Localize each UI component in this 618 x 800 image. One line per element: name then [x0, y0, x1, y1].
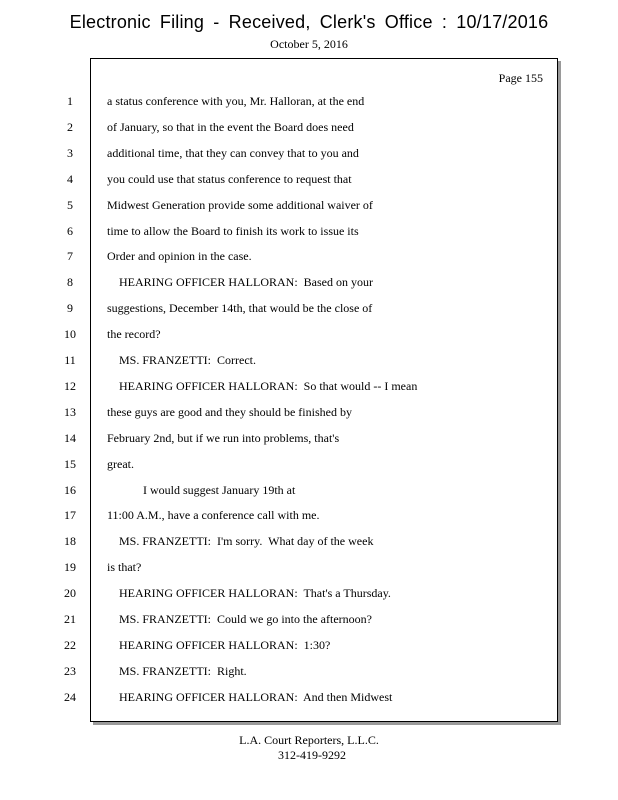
- line-number: 8: [67, 275, 73, 289]
- line-text: 11:00 A.M., have a conference call with me.: [107, 508, 320, 522]
- line-number: 23: [64, 664, 76, 678]
- line-number: 19: [64, 560, 76, 574]
- line-text: HEARING OFFICER HALLORAN: So that would -- I mean: [107, 379, 418, 393]
- line-text: suggestions, December 14th, that would be the close of: [107, 301, 373, 315]
- footer-phone: 312-419-9292: [278, 748, 346, 762]
- line-text: a status conference with you, Mr. Halloran, at the end: [107, 94, 365, 108]
- line-text: I would suggest January 19th at: [107, 483, 296, 497]
- transcript-date: October 5, 2016: [270, 37, 348, 51]
- line-number: 24: [64, 690, 76, 704]
- line-number: 5: [67, 198, 73, 212]
- line-number: 12: [64, 379, 76, 393]
- line-number: 20: [64, 586, 76, 600]
- line-text: the record?: [107, 327, 161, 341]
- line-number: 16: [64, 483, 76, 497]
- line-number: 10: [64, 327, 76, 341]
- line-number: 15: [64, 457, 76, 471]
- line-text: HEARING OFFICER HALLORAN: That's a Thursday.: [107, 586, 391, 600]
- line-number: 18: [64, 534, 76, 548]
- line-text: additional time, that they can convey that to you and: [107, 146, 359, 160]
- line-number: 1: [67, 94, 73, 108]
- line-text: Midwest Generation provide some additional waiver of: [107, 198, 373, 212]
- line-text: these guys are good and they should be finished by: [107, 405, 352, 419]
- line-text: you could use that status conference to request that: [107, 172, 352, 186]
- line-text: great.: [107, 457, 134, 471]
- line-text: MS. FRANZETTI: Could we go into the afternoon?: [107, 612, 372, 626]
- line-text: HEARING OFFICER HALLORAN: 1:30?: [107, 638, 331, 652]
- line-text: is that?: [107, 560, 142, 574]
- line-number: 21: [64, 612, 76, 626]
- page-number: Page 155: [498, 71, 543, 85]
- footer-company: L.A. Court Reporters, L.L.C.: [239, 733, 379, 747]
- line-text: time to allow the Board to finish its work to issue its: [107, 224, 359, 238]
- line-text: February 2nd, but if we run into problems, that's: [107, 431, 340, 445]
- line-number: 7: [67, 249, 73, 263]
- line-text: MS. FRANZETTI: I'm sorry. What day of the week: [107, 534, 374, 548]
- line-text: MS. FRANZETTI: Correct.: [107, 353, 256, 367]
- line-text: HEARING OFFICER HALLORAN: And then Midwest: [107, 690, 393, 704]
- line-text: MS. FRANZETTI: Right.: [107, 664, 247, 678]
- line-number: 4: [67, 172, 73, 186]
- line-number: 17: [64, 508, 76, 522]
- line-number: 14: [64, 431, 76, 445]
- line-number: 9: [67, 301, 73, 315]
- filing-stamp: Electronic Filing - Received, Clerk's Office : 10/17/2016: [69, 12, 549, 32]
- line-number: 2: [67, 120, 73, 134]
- line-number: 11: [64, 353, 76, 367]
- line-text: HEARING OFFICER HALLORAN: Based on your: [107, 275, 373, 289]
- line-number: 3: [67, 146, 73, 160]
- line-number: 6: [67, 224, 73, 238]
- line-text: of January, so that in the event the Board does need: [107, 120, 354, 134]
- line-number: 13: [64, 405, 76, 419]
- line-text: Order and opinion in the case.: [107, 249, 252, 263]
- line-number: 22: [64, 638, 76, 652]
